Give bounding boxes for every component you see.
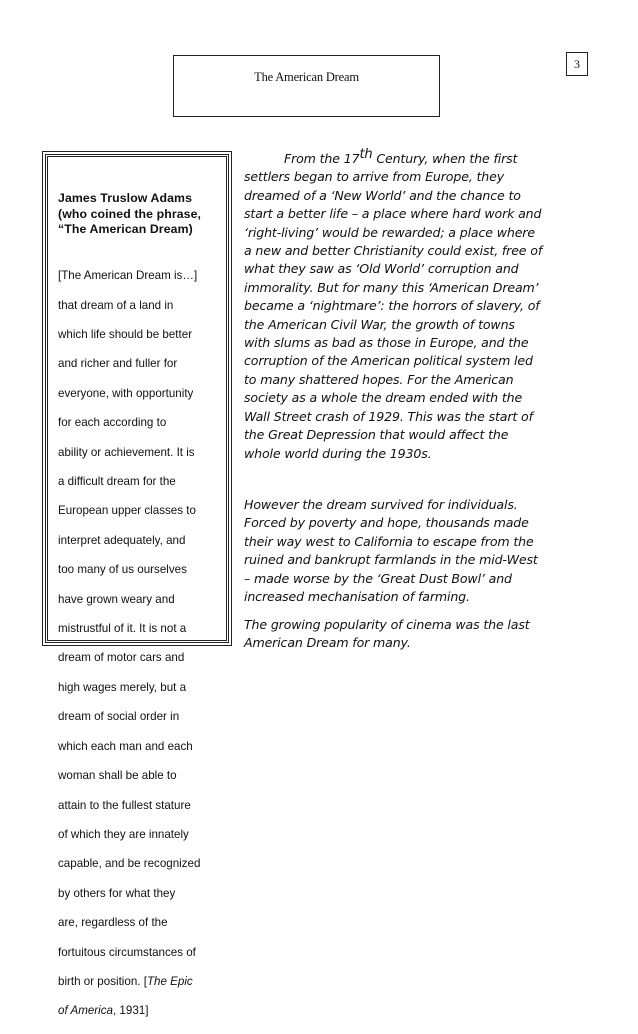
source-title: The Epic	[146, 974, 193, 988]
sidebar-heading-line: James Truslow Adams	[58, 191, 193, 205]
paragraph-line: society as a whole the dream ended with the	[244, 390, 523, 406]
paragraph-line: corruption of the American political system led	[244, 353, 533, 369]
paragraph-line: Forced by poverty and hope, thousands made	[244, 515, 529, 531]
paragraph-line: American Dream for many.	[244, 635, 411, 651]
quote-line: by others for what they	[58, 886, 176, 900]
quote-line	[58, 975, 220, 990]
quote-line: of which they are innately	[58, 827, 189, 841]
paragraph-survival	[244, 496, 564, 606]
paragraph-line: their way west to California to escape from the	[244, 533, 534, 549]
paragraph-line: – made worse by the ‘Great Dust Bowl’ and	[244, 570, 512, 586]
paragraph-line: Wall Street crash of 1929. This was the start of	[244, 408, 533, 424]
source-title: of America	[58, 1004, 113, 1018]
paragraph-line: start a better life – a place where hard work and	[244, 206, 542, 222]
quote-line: fortuitous circumstances of	[58, 945, 196, 959]
paragraph-line: with slums as bad as those in Europe, and the	[244, 335, 529, 351]
paragraph-cinema	[244, 616, 564, 653]
paragraph-line: ruined and bankrupt farmlands in the mid-West	[244, 552, 538, 568]
paragraph-line: to many shattered hopes. For the American	[244, 371, 514, 387]
quote-line: woman shall be able to	[58, 769, 177, 783]
paragraph-line: what they saw as ‘Old World’ corruption and	[244, 261, 519, 277]
paragraph-line: immorality. But for many this ‘American Dream’	[244, 279, 539, 295]
quote-line: a difficult dream for the	[58, 475, 176, 489]
quote-line: for each according to	[58, 416, 167, 430]
text-run: From the 17	[284, 151, 360, 166]
quote-line: interpret adequately, and	[58, 533, 186, 547]
ordinal-suffix: th	[359, 147, 373, 162]
quote-line: mistrustful of it. It is not a	[58, 622, 187, 636]
paragraph-line: increased mechanisation of farming.	[244, 589, 470, 605]
text-run: Century, when the first	[372, 151, 518, 166]
paragraph-line: a new and better Christianity could exist, free of	[244, 243, 543, 259]
quote-line: high wages merely, but a	[58, 680, 187, 694]
paragraph-line: the Great Depression that would affect the	[244, 427, 509, 443]
paragraph-line: became a ‘nightmare’: the horrors of slavery, of	[244, 298, 540, 314]
sidebar-heading-line: (who coined the phrase,	[58, 206, 202, 221]
quote-line: capable, and be recognized	[58, 857, 201, 871]
page-number: 3	[566, 52, 588, 76]
source-year: , 1931]	[112, 1004, 149, 1018]
page-title: The American Dream	[254, 70, 359, 84]
paragraph-line: The growing popularity of cinema was the last	[244, 617, 530, 632]
quote-sidebar	[42, 151, 232, 1018]
paragraph-line: dreamed of a ‘New World’ and the chance to	[244, 187, 521, 203]
quote-line: and richer and fuller for	[58, 357, 178, 371]
quote-line: dream of social order in	[58, 710, 180, 724]
quote-line: [The American Dream is…]	[58, 269, 198, 283]
paragraph-first-line	[244, 147, 564, 168]
quote-line	[58, 1004, 220, 1019]
quote-line: dream of motor cars and	[58, 651, 185, 665]
paragraph-line: settlers began to arrive from Europe, they	[244, 169, 505, 185]
paragraph-line: the American Civil War, the growth of towns	[244, 316, 515, 332]
sidebar-heading	[58, 191, 220, 238]
paragraph-line: However the dream survived for individuals.	[244, 497, 518, 512]
quote-line: which life should be better	[58, 328, 193, 342]
quote-text: birth or position. [	[58, 974, 147, 988]
page-title-box	[173, 55, 440, 117]
quote-line: attain to the fullest stature	[58, 798, 191, 812]
quote-line: which each man and each	[58, 739, 193, 753]
quote-line: are, regardless of the	[58, 916, 168, 930]
paragraph-line: whole world during the 1930s.	[244, 445, 432, 461]
main-text	[244, 147, 564, 651]
quote-line: have grown weary and	[58, 592, 175, 606]
quote-line: everyone, with opportunity	[58, 386, 194, 400]
quote-line: ability or achievement. It is	[58, 445, 195, 459]
paragraph-line: ‘right-living’ would be rewarded; a place where	[244, 224, 535, 240]
quote-line: European upper classes to	[58, 504, 196, 518]
paragraph-history	[244, 147, 564, 463]
adams-quote	[58, 255, 220, 1034]
quote-line: that dream of a land in	[58, 298, 174, 312]
quote-line: too many of us ourselves	[58, 563, 187, 577]
sidebar-heading-line: “The American Dream)	[58, 222, 193, 236]
